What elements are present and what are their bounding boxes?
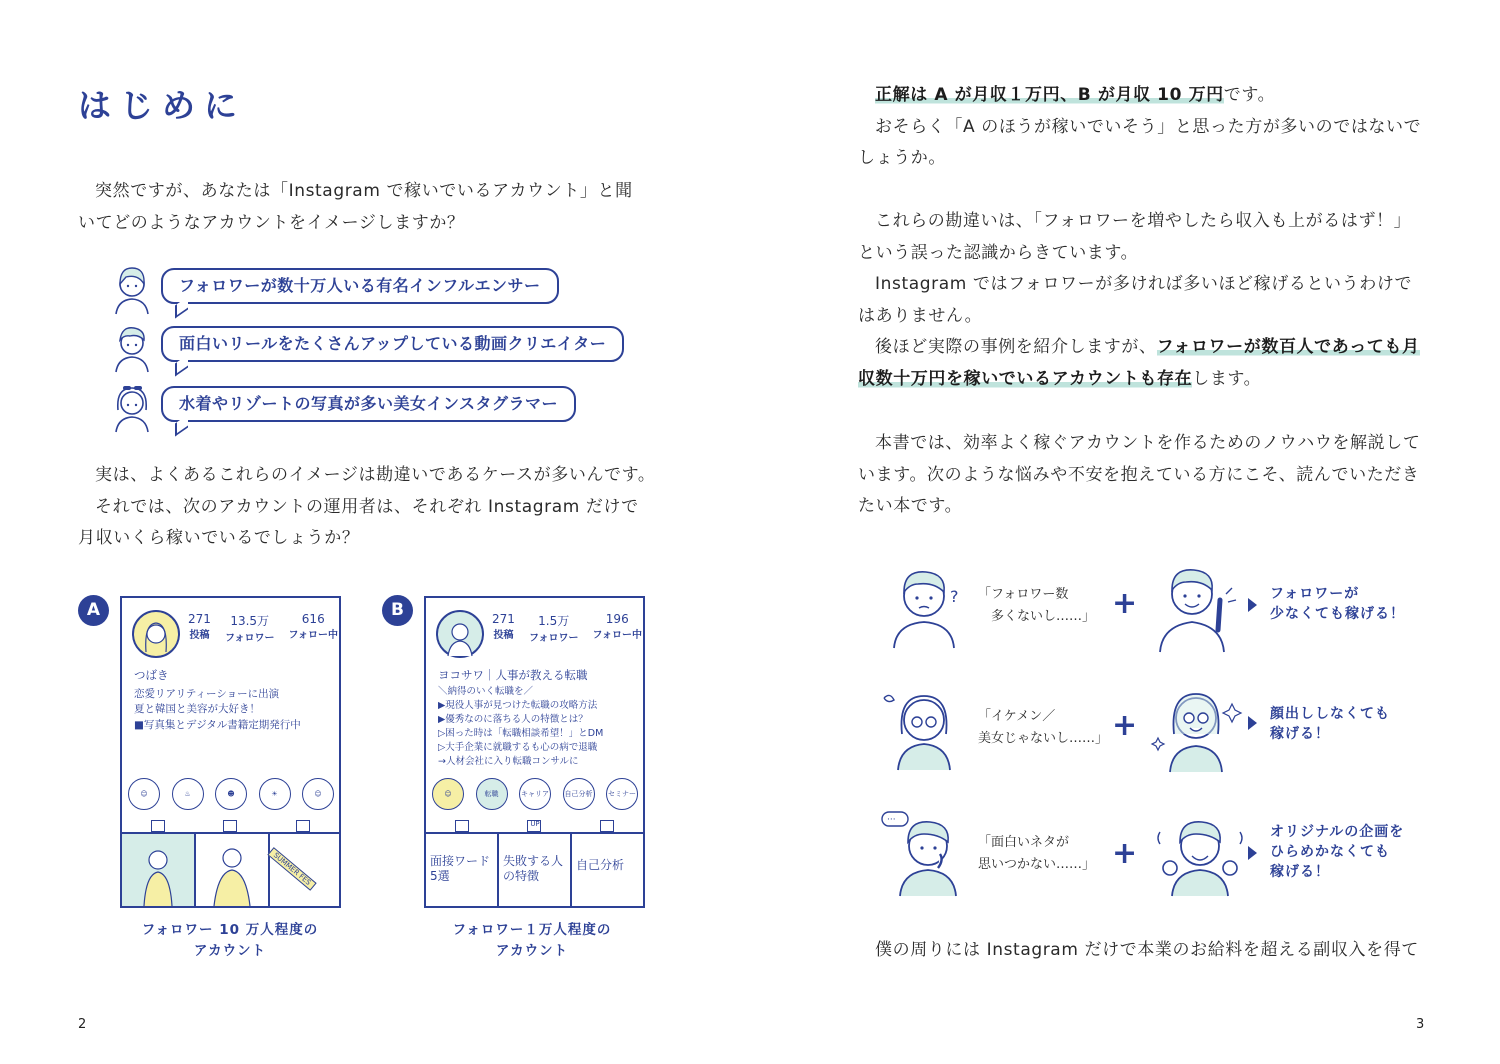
purpose-line: 本書では、効率よく稼ぐアカウントを作るためのノウハウを解説して [875,433,1421,453]
body-paragraph [78,460,655,555]
misconception-paragraph [858,206,1420,395]
profile-stats [492,612,642,644]
following-stat: 616 フォロー中 [288,612,338,641]
answer-suffix: です。 [1223,85,1276,105]
intro-paragraph [78,176,633,239]
misconception-line: Instagram ではフォロワーが多ければ多いほど稼げるというわけで [875,274,1413,294]
posts-stat: 271 投稿 [188,612,211,641]
body-line: 月収いくら稼いでいるでしょうか？ [78,528,360,548]
body-line: それでは、次のアカウントの運用者は、それぞれ Instagram だけで [95,496,639,517]
reels-tab-icon [223,820,237,832]
caption-line: フォロワー１万人程度の [452,922,612,938]
right-page [750,0,1500,1064]
speech-row [108,380,648,434]
excited-man-icon [1152,810,1248,896]
caption-line: アカウント [495,943,569,959]
closing-line: 僕の周りには Instagram だけで本業のお給料を超える副収入を得て [875,940,1419,960]
closing-paragraph [858,935,1419,967]
story-highlights [432,778,638,828]
plus-icon: + [1112,836,1138,871]
post-banner-text: SUMMER FES [267,847,316,891]
tagged-tab-icon [296,820,310,832]
story-highlights [128,778,334,810]
speech-bubble: フォロワーが数十万人いる有名インフルエンサー [161,268,559,304]
worry-quote: 「フォロワー数 多くないし……」 [978,587,1096,624]
example-suffix: します。 [1192,368,1262,389]
account-name: つばき [134,668,169,682]
woman-sunglasses-avatar-icon [108,380,158,434]
example-highlight: 収数十万円を稼いでいるアカウントも存在 [858,368,1193,389]
profile-tabs [426,820,643,832]
highlight-item: 自己分析 [563,778,595,810]
woman-avatar-icon [108,262,158,316]
highlight-icon: ☺ [128,778,160,810]
page-title: はじめに [78,86,246,125]
account-name: ヨコサワ｜人事が教える転職 [438,668,588,682]
worry-row [880,560,1440,660]
highlight-icon: ☻ [215,778,247,810]
arrow-right-icon [1248,716,1257,730]
caption-line: アカウント [193,943,267,959]
bio-line: ■写真集とデジタル書籍定期発行中 [134,718,301,731]
example-prefix: 後ほど実際の事例を紹介しますが、 [875,337,1157,357]
reels-tab-icon [527,820,541,832]
highlight-item: 転職 [476,778,508,810]
answer-line: おそらく「A のほうが稼いでいそう」と思った方が多いのではないで [875,116,1422,137]
svg-text:···: ··· [887,815,896,825]
account-a-caption [110,920,350,962]
account-b-marker: B [382,595,413,626]
speech-row [108,262,648,316]
post-grid [426,832,643,906]
highlight-icon: ☺ [432,778,464,810]
bio-line: 夏と韓国と美容が大好き！ [134,703,260,715]
answer-paragraph [858,80,1421,175]
post-thumbnail: 面接ワード5選 [426,834,499,906]
bio-line: 恋愛リアリティーショーに出演 [134,687,280,700]
post-thumbnail: 自己分析 [576,858,625,872]
bio-line: ▶優秀なのに落ちる人の特徴とは？ [438,714,588,725]
post-thumbnail [196,834,270,906]
speech-row [108,320,648,374]
intro-line: いてどのようなアカウントをイメージしますか？ [78,212,465,233]
plus-icon: + [1112,586,1138,621]
profile-bio [134,668,334,733]
confident-man-icon [1152,560,1240,652]
purpose-line: います。次のような悩みや不安を抱えている方にこそ、読んでいただき [858,464,1420,485]
highlight-item: キャリアUP [519,778,551,810]
arrow-right-icon [1248,846,1257,860]
profile-bio [438,668,638,769]
happy-woman-glasses-icon [1152,682,1242,772]
highlight-icon: ☺ [302,778,334,810]
svg-text:?: ? [950,587,959,606]
worry-row [880,808,1440,908]
bio-line: ▶現役人事が見つけた転職の攻略方法 [438,700,598,711]
following-stat: 196 フォロー中 [592,612,642,641]
page-number: 2 [78,1017,87,1032]
purpose-paragraph [858,428,1420,523]
account-b-profile-card [424,596,645,908]
worry-result: オリジナルの企画を ひらめかなくても 稼げる！ [1270,824,1405,880]
misconception-line: はありません。 [858,305,983,326]
highlight-icon: ☀ [259,778,291,810]
followers-stat: 1.5万 フォロワー [528,614,579,644]
account-b-caption [412,920,652,962]
caption-line: フォロワー 10 万人程度の [141,922,319,938]
body-line: 実は、よくあるこれらのイメージは勘違いであるケースが多いんです。 [95,465,656,485]
highlight-icon: ♨ [172,778,204,810]
account-a-marker: A [78,595,109,626]
man-avatar-icon [108,320,158,374]
speech-bubble: 水着やリゾートの写真が多い美女インスタグラマー [161,386,576,422]
speech-bubble: 面白いリールをたくさんアップしている動画クリエイター [161,326,624,362]
profile-tabs [122,820,339,832]
tagged-tab-icon [600,820,614,832]
thinking-man-icon [880,810,970,896]
worry-row [880,682,1440,782]
intro-line: 突然ですが、あなたは「Instagram で稼いでいるアカウント」と聞 [95,181,633,201]
grid-tab-icon [455,820,469,832]
account-a-profile-card [120,596,341,908]
bio-line: ＼納得のいく転職を／ [438,686,534,697]
misconception-line: これらの勘違いは、「フォロワーを増やしたら収入も上がるはず！」 [875,211,1412,231]
posts-stat: 271 投稿 [492,612,515,641]
bio-line: ▷大手企業に就職するも心の病で退職 [438,742,598,753]
plus-icon: + [1112,708,1138,743]
worry-quote: 「イケメン／ 美女じゃないし……」 [978,709,1109,746]
post-grid [122,832,339,906]
profile-picture [436,610,484,658]
answer-highlight: 正解は A が月収１万円、B が月収 10 万円 [875,85,1224,105]
arrow-right-icon [1248,598,1257,612]
profile-stats [188,612,338,644]
post-thumbnail [270,834,339,906]
worried-woman-glasses-icon [880,684,966,770]
post-thumbnail: 失敗する人の特徴 [499,834,572,906]
bio-line: ▷困った時は「転職相談希望！」とDM [438,728,604,739]
profile-picture [132,610,180,658]
worried-man-icon [888,562,966,648]
followers-stat: 13.5万 フォロワー [224,614,275,644]
bio-line: →人材会社に入り転職コンサルに [438,756,579,767]
misconception-line: という誤った認識からきています。 [858,242,1139,263]
worry-quote: 「面白いネタが 思いつかない……」 [978,835,1096,872]
page-number: 3 [1416,1017,1425,1032]
worry-result: 顔出ししなくても 稼げる！ [1270,706,1390,742]
highlight-item: セミナー [606,778,638,810]
purpose-line: たい本です。 [858,496,963,516]
post-thumbnail [122,834,196,906]
example-highlight: フォロワーが数百人であっても月 [1156,337,1420,357]
answer-line: しょうか。 [858,148,946,168]
worry-result: フォロワーが 少なくても稼げる！ [1270,586,1405,622]
grid-tab-icon [151,820,165,832]
